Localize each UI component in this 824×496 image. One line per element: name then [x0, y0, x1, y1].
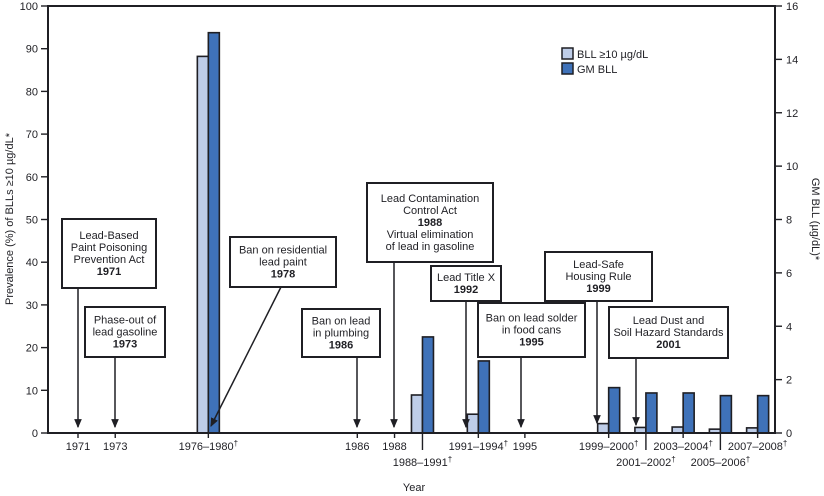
- y-right-tick-label: 14: [786, 54, 799, 67]
- x-tick-label: 2005–2006†: [690, 455, 751, 469]
- y-left-tick-label: 80: [25, 86, 38, 99]
- bar-gm-1991–1994: [478, 361, 489, 433]
- annotation-text-line: Phase-out of: [93, 314, 157, 327]
- y-left-tick-label: 70: [25, 129, 38, 142]
- y-left-tick-label: 60: [25, 171, 38, 184]
- annotation-phase-out-of-lead-gasoline: [85, 307, 165, 357]
- x-tick-label: 2001–2002†: [616, 455, 676, 469]
- y-right-tick-label: 12: [786, 107, 799, 120]
- annotation-text-line: 1995: [519, 336, 544, 349]
- x-tick-label: 1988: [382, 441, 407, 453]
- x-tick-label: 1999–2000†: [578, 439, 639, 453]
- annotation-text-line: Lead Title X: [436, 272, 496, 284]
- y-left-tick-label: 10: [25, 385, 38, 398]
- annotation-lead-dust-and-soil-hazard-standards: [609, 307, 728, 358]
- x-tick-label: 2007–2008†: [727, 439, 788, 453]
- bar-gm-1988–1991: [422, 337, 433, 433]
- x-tick-label: 1995: [512, 441, 538, 453]
- annotation-text-line: Housing Rule: [565, 271, 632, 283]
- x-tick-label: 1988–1991†: [392, 455, 453, 469]
- annotation-text-line: 2001: [656, 339, 681, 351]
- y-left-tick-label: 50: [25, 214, 38, 227]
- annotation-lead-title-x: [431, 266, 501, 301]
- bar-gm-1999–2000: [609, 388, 620, 433]
- annotation-ban-on-residential-lead-paint: [230, 237, 336, 287]
- y-left-tick-label: 20: [25, 342, 38, 355]
- annotation-text-line: 1986: [328, 339, 354, 352]
- y-axis-left-title: Prevalence (%) of BLLs ≥10 µg/dL*: [4, 133, 16, 305]
- x-tick-label: 1971: [65, 441, 91, 453]
- annotation-boxes-group: [62, 183, 728, 358]
- bar-gm-2005–2006: [720, 396, 731, 433]
- annotation-text-line: Paint Poisoning: [70, 242, 148, 254]
- bar-bll10-1988–1991: [411, 395, 422, 433]
- legend-swatch-gm-bll: [562, 63, 573, 74]
- x-tick-label: 1976–1980†: [178, 439, 239, 453]
- y-left-tick-label: 40: [25, 257, 38, 270]
- annotation-lead-based-paint-poisoning-prevention-act: [62, 219, 156, 288]
- bar-gm-2001–2002: [646, 393, 657, 433]
- annotation-text-line: Lead-Safe: [573, 259, 624, 271]
- annotation-text-line: Lead Contamination: [380, 193, 480, 205]
- annotation-text-line: 1973: [112, 338, 138, 351]
- y-right-tick-label: 6: [786, 267, 793, 280]
- annotation-ban-on-lead-solder-in-food-cans: [478, 303, 585, 357]
- bar-bll10-1999–2000: [598, 424, 609, 433]
- annotation-text-line: in food cans: [501, 324, 562, 337]
- annotation-text-line: 1978: [270, 268, 296, 281]
- annotation-lead-contamination-control-act: [367, 183, 493, 262]
- annotation-ban-on-lead-in-plumbing: [302, 309, 380, 357]
- annotation-text-line: Ban on lead solder: [485, 312, 578, 325]
- y-left-tick-label: 90: [25, 43, 38, 56]
- annotation-text-line: lead paint: [259, 256, 307, 269]
- annotation-text-line: Control Act: [403, 205, 457, 217]
- annotation-text-line: Ban on lead: [311, 315, 371, 328]
- y-right-tick-label: 16: [786, 1, 799, 13]
- annotation-text-line: Ban on residential: [238, 244, 328, 257]
- x-axis-title: Year: [402, 482, 426, 494]
- annotation-text-line: Soil Hazard Standards: [613, 327, 724, 339]
- annotation-text-line: 1999: [586, 283, 611, 295]
- x-tick-label: 1991–1994†: [448, 439, 509, 453]
- legend-swatch-bll10: [562, 48, 573, 59]
- bar-bll10-1991–1994: [467, 414, 478, 433]
- y-left-tick-label: 0: [31, 428, 38, 440]
- bar-gm-2003–2004: [683, 393, 694, 433]
- bar-gm-1976–1980: [208, 33, 219, 433]
- y-right-tick-label: 2: [786, 374, 793, 387]
- x-tick-label: 1973: [102, 441, 128, 453]
- legend-label-gm-bll: GM BLL: [577, 64, 618, 76]
- bar-gm-2007–2008: [758, 396, 769, 433]
- annotation-text-line: lead gasoline: [92, 326, 158, 339]
- y-right-tick-label: 0: [786, 428, 793, 440]
- x-tick-label: 1986: [345, 441, 370, 453]
- x-tick-label: 2003–2004†: [653, 439, 713, 453]
- annotation-text-line: Lead Dust and: [632, 315, 705, 327]
- bar-bll10-1976–1980: [197, 56, 208, 433]
- annotation-text-line: of lead in gasoline: [385, 241, 475, 253]
- legend: [562, 48, 648, 76]
- annotation-arrow-ban-on-residential-lead-paint: [211, 287, 281, 426]
- annotation-lead-safe-housing-rule: [545, 252, 652, 301]
- y-right-tick-label: 8: [786, 214, 793, 227]
- y-right-tick-label: 10: [786, 161, 799, 174]
- legend-label-bll10: BLL ≥10 µg/dL: [577, 49, 649, 61]
- annotation-text-line: 1992: [453, 284, 479, 296]
- annotation-text-line: 1988: [417, 217, 443, 229]
- annotation-text-line: 1971: [96, 266, 122, 278]
- y-axis-right-title: GM BLL (µg/dL)*: [809, 177, 821, 261]
- annotation-text-line: Virtual elimination: [386, 229, 474, 241]
- annotation-text-line: Lead-Based: [79, 230, 139, 242]
- y-left-tick-label: 30: [25, 299, 38, 312]
- annotation-text-line: Prevention Act: [73, 254, 145, 266]
- y-left-tick-label: 100: [19, 1, 38, 13]
- y-right-tick-label: 4: [786, 321, 793, 334]
- annotation-text-line: in plumbing: [312, 327, 370, 340]
